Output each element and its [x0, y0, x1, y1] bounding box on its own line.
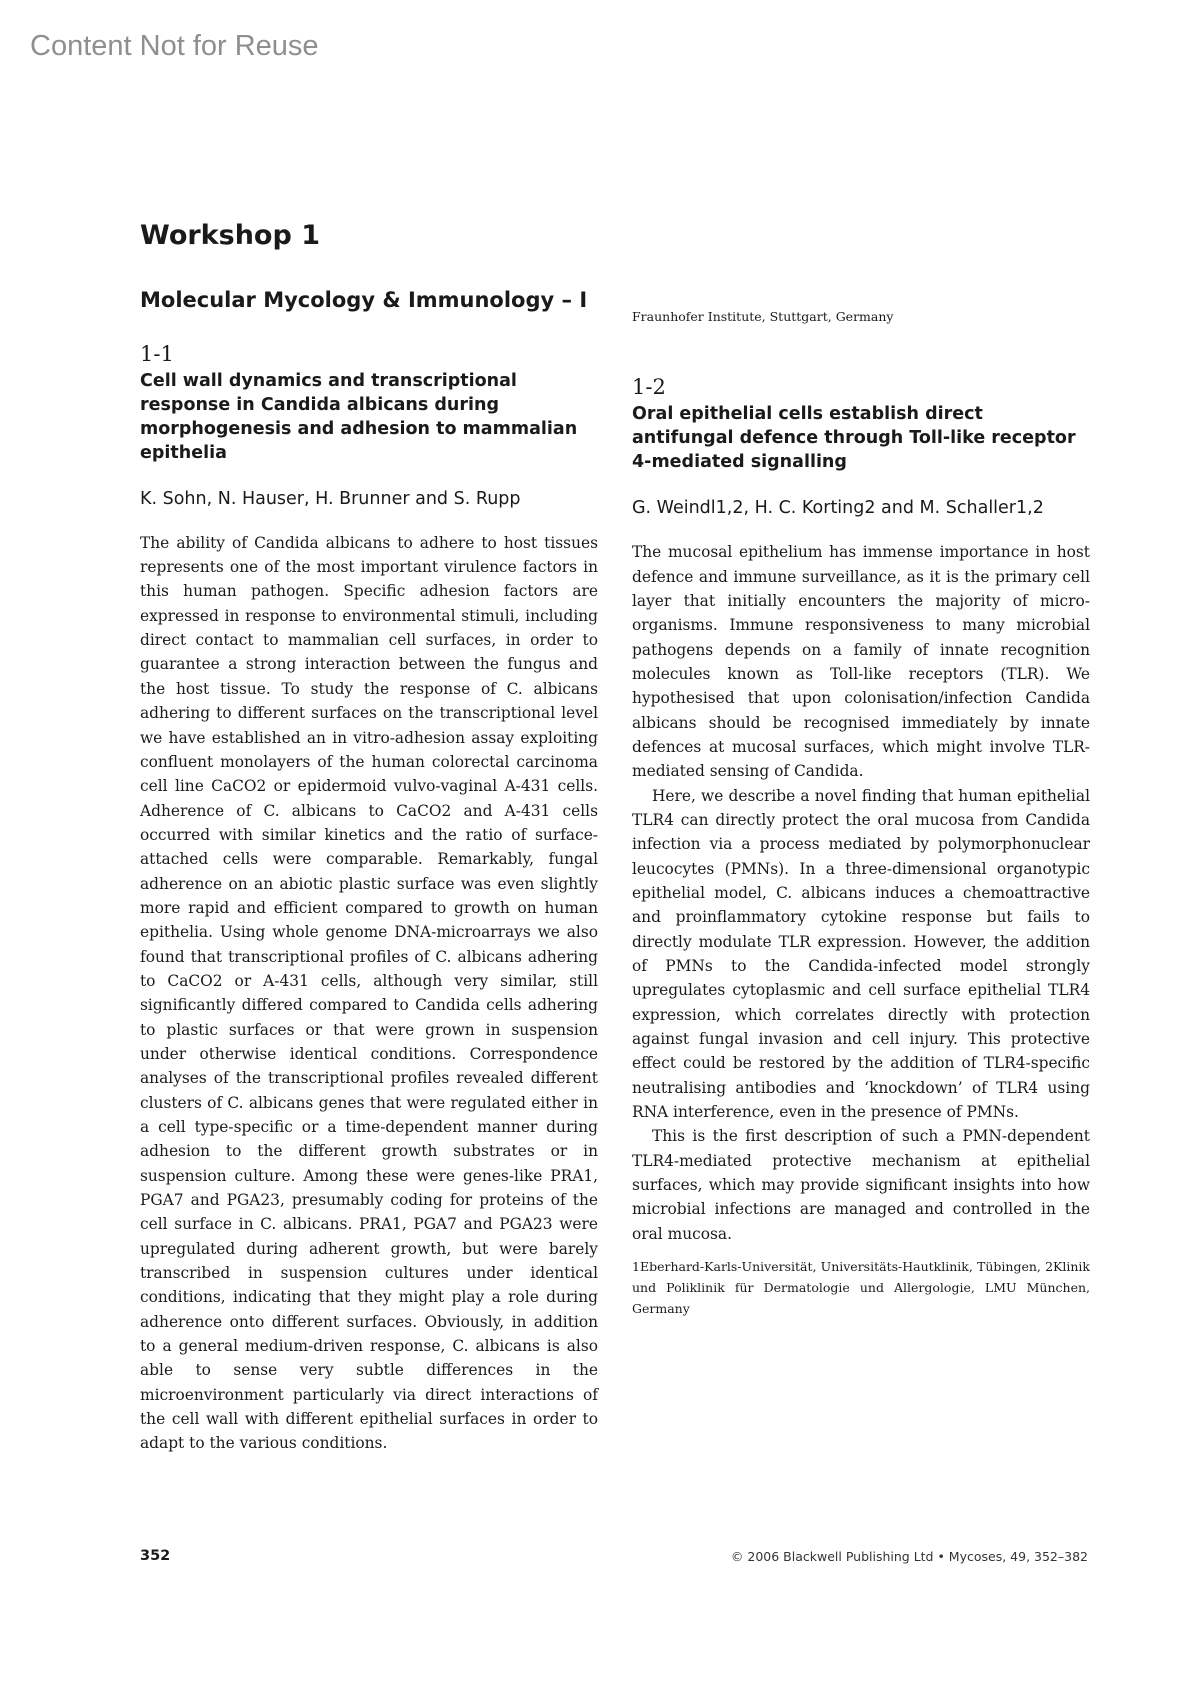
abstract-1: [140, 342, 598, 1456]
abstract-title: Cell wall dynamics and transcriptional response in Candida albicans during morphogenesis and adhesion to mammalian epithelia: [140, 370, 578, 463]
abstract-authors: G. Weindl1,2, H. C. Korting2 and M. Schaller1,2: [632, 498, 1044, 519]
workshop-title: Workshop 1: [140, 220, 320, 251]
abstract-number: 1-1: [140, 341, 174, 366]
watermark: Content Not for Reuse: [30, 30, 319, 62]
abstract-paragraph: The mucosal epithelium has immense importance in host defence and immune surveillance, as it is the primary cell layer that initially encounters the majority of micro-organisms. Immune responsiveness to many microbial pathogens depends on a family of innate recognition molecules known as Toll-like receptors (TLR). We hypothesised that upon colonisation/infection Candida albicans should be recognised immediately by innate defences at mucosal surfaces, which might involve TLR-mediated sensing of Candida.: [632, 543, 1090, 781]
abstract-2: [632, 375, 1090, 1319]
page-number: 352: [140, 1548, 171, 1564]
abstract-2-affiliation: 1Eberhard-Karls-Universität, Universitäts-Hautklinik, Tübingen, 2Klinik und Poliklinik für Dermatologie und Allergologie, LMU München, Germany: [632, 1259, 1090, 1317]
left-column: [140, 208, 598, 1456]
abstract-number: 1-2: [632, 375, 666, 399]
abstract-authors: K. Sohn, N. Hauser, H. Brunner and S. Rupp: [140, 488, 521, 509]
abstract-paragraph: This is the first description of such a PMN-dependent TLR4-mediated protective mechanism at epithelial surfaces, which may provide significant insights into how microbial infections are managed and controlled in the oral mucosa.: [632, 1127, 1090, 1243]
abstract-title: Oral epithelial cells establish direct antifungal defence through Toll-like receptor 4-mediated signalling: [632, 404, 1076, 473]
session-title: Molecular Mycology & Immunology – I: [140, 288, 588, 313]
abstract-1-affiliation: Fraunhofer Institute, Stuttgart, Germany: [632, 309, 894, 324]
abstract-body: The ability of Candida albicans to adhere to host tissues represents one of the most important virulence factors in this human pathogen. Specific adhesion factors are expressed in response to environmental stimuli, including direct contact to mammalian cell surfaces, in order to guarantee a strong interaction between the fungus and the host tissue. To study the response of C. albicans adhering to different surfaces on the transcriptional level we have established an in vitro-adhesion assay exploiting confluent monolayers of the human colorectal carcinoma cell line CaCO2 or epidermoid vulvo-vaginal A-431 cells. Adherence of C. albicans to CaCO2 and A-431 cells occurred with similar kinetics and the ratio of surface-attached cells were comparable. Remarkably, fungal adherence on an abiotic plastic surface was even slightly more rapid and efficient compared to growth on human epithelia. Using whole genome DNA-microarrays we also found that transcriptional profiles of C. albicans adhering to CaCO2 or A-431 cells, although very similar, still significantly differed compared to Candida cells adhering to plastic surfaces or that were grown in suspension under otherwise identical conditions. Correspondence analyses of the transcriptional profiles revealed different clusters of C. albicans genes that were regulated either in a cell type-specific or a time-dependent manner during adhesion to the different growth substrates or in suspension culture. Among these were genes-like PRA1, PGA7 and PGA23, presumably coding for proteins of the cell surface in C. albicans. PRA1, PGA7 and PGA23 were upregulated during adherent growth, but were barely transcribed in suspension cultures under identical conditions, indicating that they might play a role during adherence onto different surfaces. Obviously, in addition to a general medium-driven response, C. albicans is also able to sense very subtle differences in the microenvironment particularly via direct interactions of the cell wall with different epithelial surfaces in order to adapt to the various conditions.: [140, 533, 598, 1453]
right-column: [632, 208, 1090, 1319]
abstract-paragraph: Here, we describe a novel finding that human epithelial TLR4 can directly protect the oral mucosa from Candida infection via a process mediated by polymorphonuclear leucocytes (PMNs). In a three-dimensional organotypic epithelial model, C. albicans induces a chemoattractive and proinflammatory cytokine response but fails to directly modulate TLR expression. However, the addition of PMNs to the Candida-infected model strongly upregulates cytoplasmic and cell surface epithelial TLR4 expression, which correlates directly with protection against fungal invasion and cell injury. This protective effect could be restored by the addition of TLR4-specific neutralising antibodies and ‘knockdown’ of TLR4 using RNA interference, even in the presence of PMNs.: [632, 786, 1090, 1122]
journal-citation: © 2006 Blackwell Publishing Ltd • Mycoses, 49, 352–382: [730, 1549, 1088, 1564]
